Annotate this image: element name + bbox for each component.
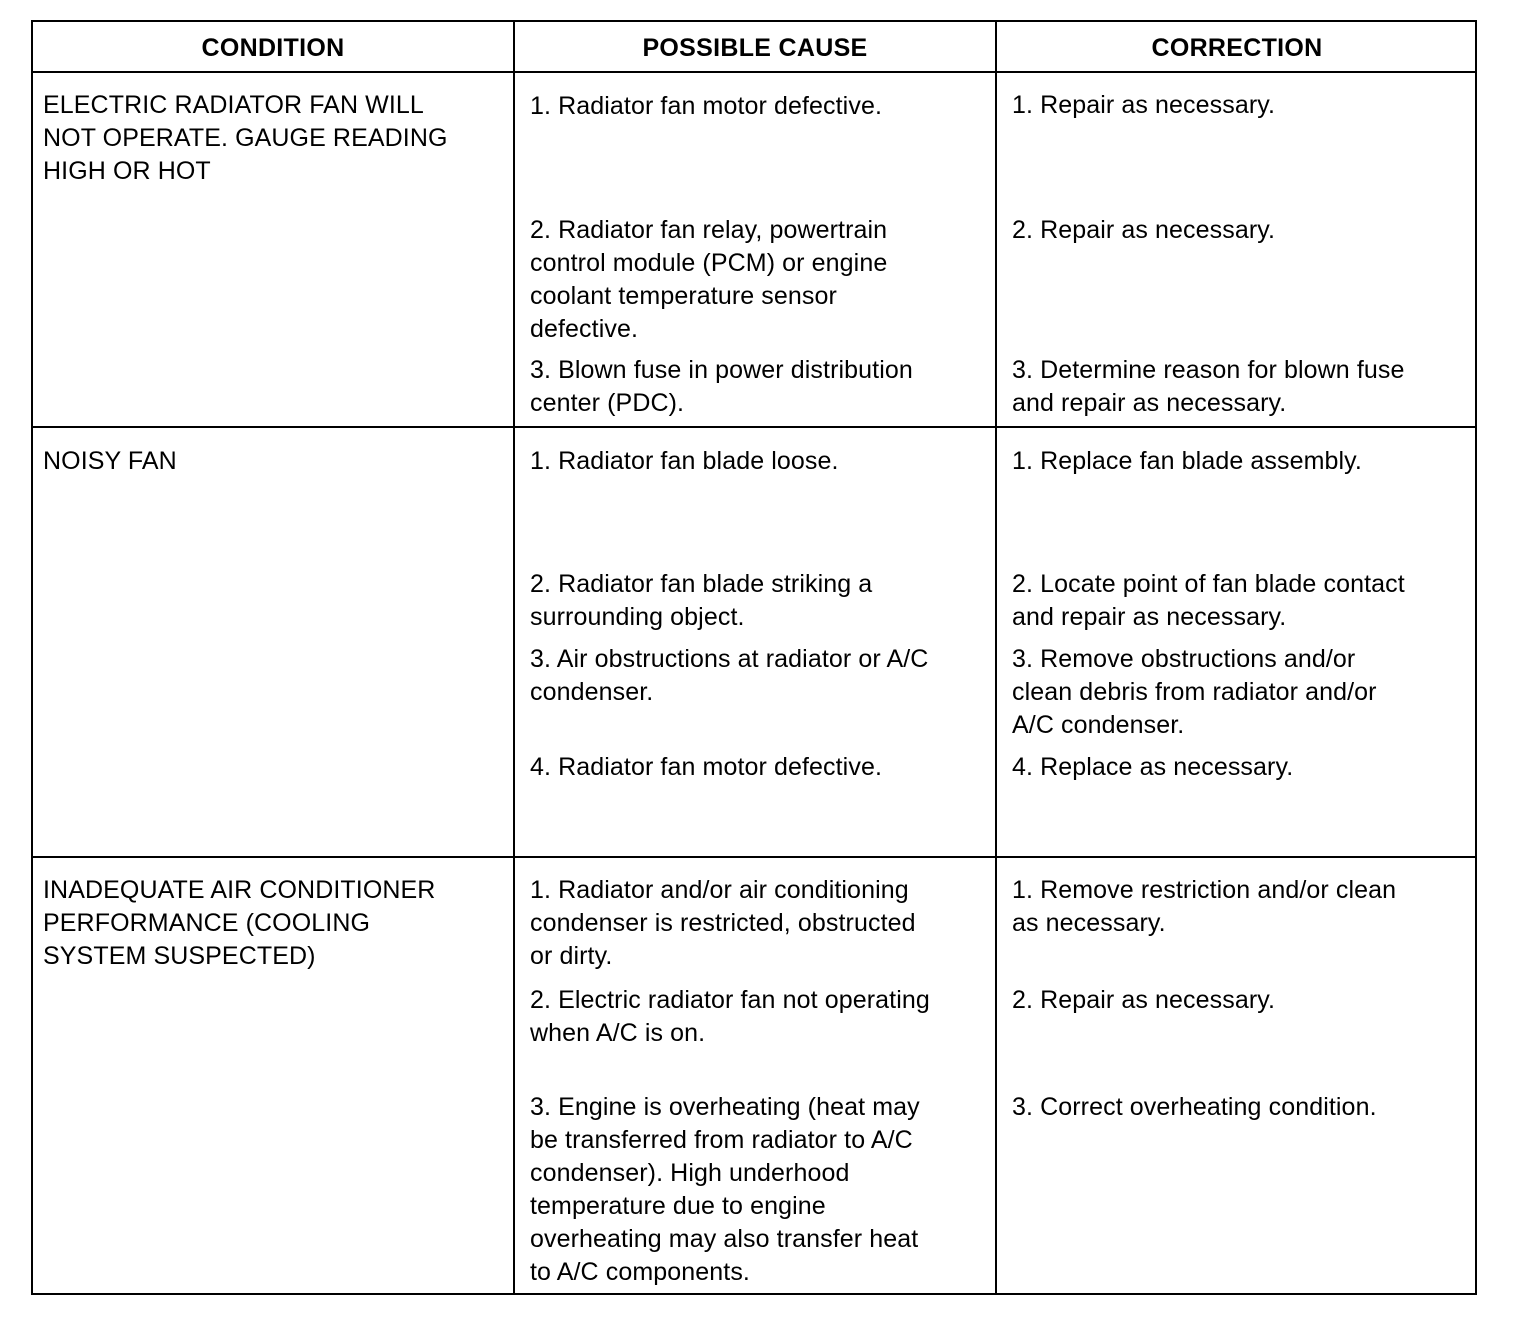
row-3-cause-3: 3. Engine is overheating (heat may be transferred from radiator to A/C condenser). High underhood temperature due to engine overheating may also transfer heat to A/C components.: [530, 1093, 920, 1286]
header-correction: CORRECTION: [1151, 34, 1323, 62]
row-2-correction-4: 4. Replace as necessary.: [1012, 753, 1294, 781]
row-1-condition: ELECTRIC RADIATOR FAN WILL NOT OPERATE. GAUGE READING HIGH OR HOT: [43, 91, 448, 185]
row-3-cause-1: 1. Radiator and/or air conditioning condenser is restricted, obstructed or dirty.: [530, 876, 916, 970]
column-divider: [995, 22, 997, 1293]
row-1-correction-2: 2. Repair as necessary.: [1012, 216, 1276, 244]
row-3-correction-3: 3. Correct overheating condition.: [1012, 1093, 1377, 1121]
troubleshooting-table: [31, 20, 1477, 1295]
row-1-cause-1: 1. Radiator fan motor defective.: [530, 92, 882, 120]
header-condition: CONDITION: [201, 34, 345, 62]
row-3-cause-2: 2. Electric radiator fan not operating when A/C is on.: [530, 986, 930, 1047]
row-3-condition: INADEQUATE AIR CONDITIONER PERFORMANCE (COOLING SYSTEM SUSPECTED): [43, 876, 436, 970]
row-1-cause-2: 2. Radiator fan relay, powertrain control module (PCM) or engine coolant temperature sensor defective.: [530, 216, 888, 343]
row-1-cause-3: 3. Blown fuse in power distribution center (PDC).: [530, 356, 913, 417]
header-divider: [33, 71, 1475, 73]
row-divider: [33, 426, 1475, 428]
row-2-correction-3: 3. Remove obstructions and/or clean debris from radiator and/or A/C condenser.: [1012, 645, 1377, 739]
row-1-correction-1: 1. Repair as necessary.: [1012, 91, 1276, 119]
row-2-correction-1: 1. Replace fan blade assembly.: [1012, 447, 1362, 475]
row-2-cause-4: 4. Radiator fan motor defective.: [530, 753, 882, 781]
row-2-condition: NOISY FAN: [43, 447, 177, 475]
column-divider: [513, 22, 515, 1293]
row-1-correction-3: 3. Determine reason for blown fuse and repair as necessary.: [1012, 356, 1405, 417]
header-possible-cause: POSSIBLE CAUSE: [642, 34, 868, 62]
row-2-cause-3: 3. Air obstructions at radiator or A/C condenser.: [530, 645, 929, 706]
row-2-correction-2: 2. Locate point of fan blade contact and repair as necessary.: [1012, 570, 1405, 631]
row-3-correction-2: 2. Repair as necessary.: [1012, 986, 1276, 1014]
row-2-cause-2: 2. Radiator fan blade striking a surrounding object.: [530, 570, 873, 631]
row-divider: [33, 856, 1475, 858]
row-2-cause-1: 1. Radiator fan blade loose.: [530, 447, 839, 475]
row-3-correction-1: 1. Remove restriction and/or clean as necessary.: [1012, 876, 1397, 937]
